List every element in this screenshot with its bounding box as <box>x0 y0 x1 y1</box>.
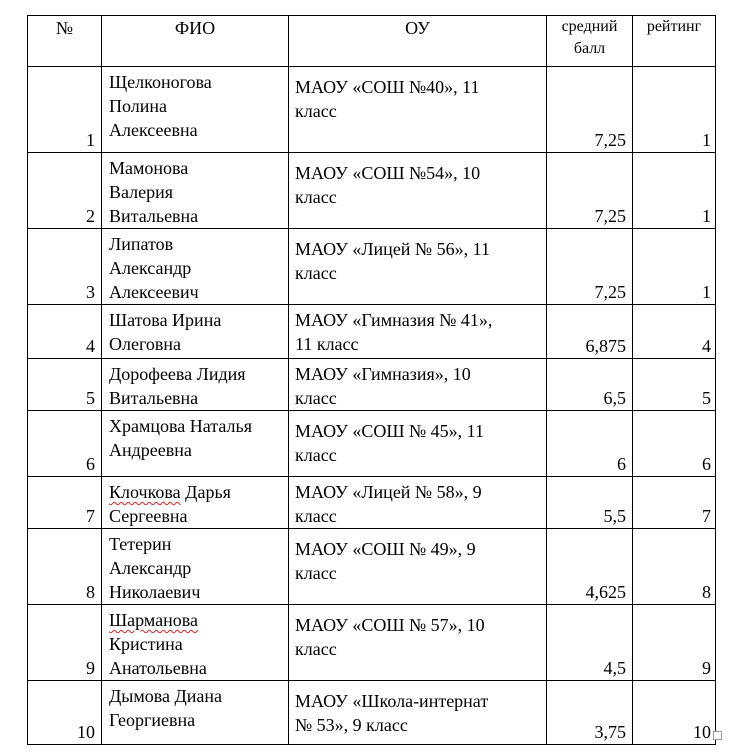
header-num: № <box>28 16 102 67</box>
table-row <box>28 229 716 305</box>
student-name <box>102 477 289 529</box>
student-name-line: Анатольевна <box>109 658 207 678</box>
student-name-line: Кристина <box>109 634 183 654</box>
header-fio: ФИО <box>102 16 289 67</box>
student-name-line: Витальевна <box>109 206 199 226</box>
school-name <box>289 67 547 153</box>
row-number: 7 <box>28 477 102 529</box>
school-name-line: МАОУ «Гимназия», 10 <box>295 364 471 384</box>
school-name <box>289 681 547 745</box>
rating-value: 5 <box>633 359 716 411</box>
school-name-line: № 53», 9 класс <box>295 715 408 735</box>
student-name-line: Олеговна <box>109 334 182 354</box>
school-name <box>289 529 547 605</box>
student-name-line: Дымова Диана <box>109 686 223 706</box>
rating-value: 9 <box>633 605 716 681</box>
table-row <box>28 411 716 477</box>
school-name-line: класс <box>295 563 337 583</box>
student-name <box>102 411 289 477</box>
student-name <box>102 529 289 605</box>
student-name-line: Валерия <box>109 182 174 202</box>
average-score: 7,25 <box>547 153 633 229</box>
table-row <box>28 305 716 359</box>
average-score: 6 <box>547 411 633 477</box>
school-name-line: МАОУ «Лицей № 58», 9 <box>295 482 482 502</box>
table-row <box>28 681 716 745</box>
student-name-line: Тетерин <box>109 534 172 554</box>
student-name <box>102 305 289 359</box>
student-name-line: Сергеевна <box>109 506 188 526</box>
school-name-line: МАОУ «Лицей № 56», 11 <box>295 239 490 259</box>
school-name-line: 11 класс <box>295 334 359 354</box>
average-score: 7,25 <box>547 229 633 305</box>
student-name-line: Дарья <box>180 482 231 502</box>
student-name-line: Мамонова <box>109 158 189 178</box>
student-name-line: Александр <box>109 558 192 578</box>
student-name-line: Александр <box>109 258 192 278</box>
school-name <box>289 305 547 359</box>
student-name-line: Храмцова Наталья <box>109 416 252 436</box>
school-name <box>289 605 547 681</box>
student-name <box>102 681 289 745</box>
header-row <box>28 16 716 67</box>
student-surname-spellcheck: Клочкова <box>109 482 181 502</box>
student-name <box>102 153 289 229</box>
row-number: 1 <box>28 67 102 153</box>
student-surname-spellcheck: Шарманова <box>109 610 199 630</box>
average-score: 5,5 <box>547 477 633 529</box>
rating-value: 4 <box>633 305 716 359</box>
average-score: 6,5 <box>547 359 633 411</box>
student-name-line: Алексеевна <box>109 120 198 140</box>
rating-value: 10 <box>633 681 716 745</box>
header-rating: рейтинг <box>633 16 716 67</box>
table-row <box>28 529 716 605</box>
school-name-line: МАОУ «СОШ №40», 11 <box>295 77 480 97</box>
header-ou: ОУ <box>289 16 547 67</box>
rating-value: 1 <box>633 153 716 229</box>
student-name-line: Георгиевна <box>109 710 196 730</box>
average-score: 4,625 <box>547 529 633 605</box>
rating-value: 8 <box>633 529 716 605</box>
student-name-line: Липатов <box>109 234 174 254</box>
student-name-line: Щелконогова <box>109 72 212 92</box>
average-score: 7,25 <box>547 67 633 153</box>
row-number: 4 <box>28 305 102 359</box>
school-name-line: класс <box>295 263 337 283</box>
school-name <box>289 477 547 529</box>
table-row <box>28 67 716 153</box>
school-name-line: МАОУ «Гимназия № 41», <box>295 310 493 330</box>
school-name-line: класс <box>295 506 337 526</box>
school-name-line: класс <box>295 101 337 121</box>
average-score: 4,5 <box>547 605 633 681</box>
row-number: 9 <box>28 605 102 681</box>
header-average <box>547 16 633 67</box>
row-number: 10 <box>28 681 102 745</box>
school-name-line: МАОУ «Школа-интернат <box>295 691 489 711</box>
school-name <box>289 411 547 477</box>
school-name <box>289 359 547 411</box>
school-name <box>289 153 547 229</box>
row-number: 3 <box>28 229 102 305</box>
student-name-line: Дорофеева Лидия <box>109 364 246 384</box>
header-average-line2: балл <box>573 40 606 57</box>
student-name-line: Алексеевич <box>109 282 199 302</box>
student-name-line: Полина <box>109 96 167 116</box>
row-number: 2 <box>28 153 102 229</box>
school-name-line: МАОУ «СОШ № 57», 10 <box>295 615 485 635</box>
student-name <box>102 67 289 153</box>
school-name-line: класс <box>295 639 337 659</box>
school-name-line: МАОУ «СОШ №54», 10 <box>295 163 481 183</box>
average-score: 6,875 <box>547 305 633 359</box>
school-name <box>289 229 547 305</box>
participants-table <box>27 15 716 745</box>
row-number: 6 <box>28 411 102 477</box>
rating-value: 1 <box>633 67 716 153</box>
table-row <box>28 477 716 529</box>
row-number: 8 <box>28 529 102 605</box>
school-name-line: МАОУ «СОШ № 49», 9 <box>295 539 476 559</box>
student-name <box>102 359 289 411</box>
school-name-line: класс <box>295 388 337 408</box>
table-row <box>28 153 716 229</box>
student-name <box>102 605 289 681</box>
student-name <box>102 229 289 305</box>
average-score: 3,75 <box>547 681 633 745</box>
row-number: 5 <box>28 359 102 411</box>
rating-value: 6 <box>633 411 716 477</box>
table-resize-handle[interactable] <box>713 731 722 740</box>
school-name-line: класс <box>295 187 337 207</box>
rating-value: 7 <box>633 477 716 529</box>
header-average-line1: средний <box>561 18 618 35</box>
school-name-line: МАОУ «СОШ № 45», 11 <box>295 421 485 441</box>
table-row <box>28 359 716 411</box>
student-name-line: Витальевна <box>109 388 199 408</box>
rating-value: 1 <box>633 229 716 305</box>
school-name-line: класс <box>295 445 337 465</box>
table-row <box>28 605 716 681</box>
student-name-line: Николаевич <box>109 582 201 602</box>
student-name-line: Андреевна <box>109 440 192 460</box>
student-name-line: Шатова Ирина <box>109 310 222 330</box>
